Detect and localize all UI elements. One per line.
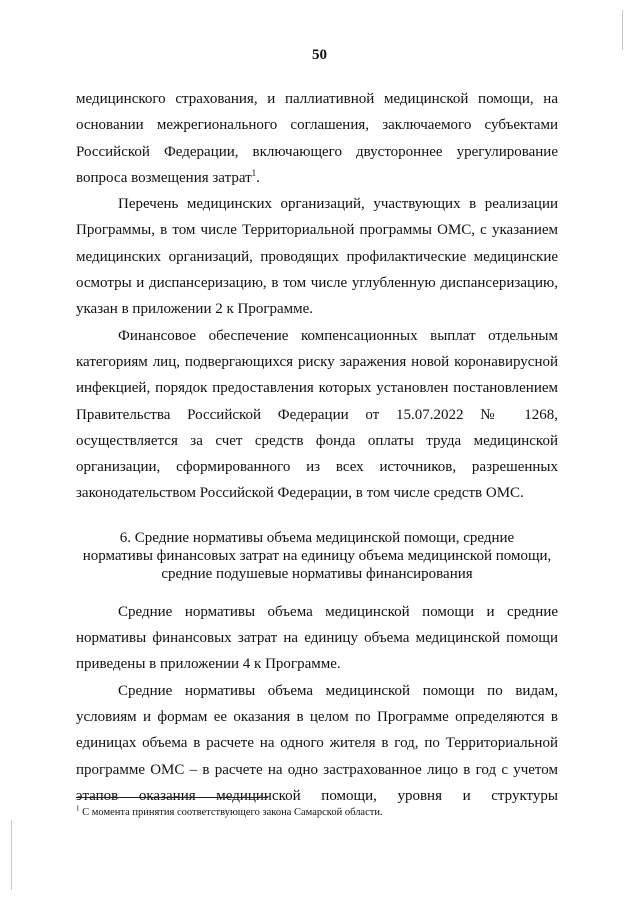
footnote-reference[interactable]: 1 — [251, 167, 257, 178]
paragraph-text: медицинского страхования, и паллиативной медицинской помощи, на основании межрегионального соглашения, заключаемого субъектами Российской Федерации, включающего двустороннее урегулирование вопроса возмещения затрат — [76, 91, 558, 186]
section-heading-line: нормативы финансовых затрат на единицу объема медицинской помощи, — [82, 547, 552, 564]
paragraph-compensation-payments: Финансовое обеспечение компенсационных выплат отдельным категориям лиц, подвергающихся риску заражения новой коронавирусной инфекцией, порядок предоставления которых установлен постановлением Правительства Российской Федерации от 15.07.2022 № 1268, осуществляется за счет средств фонда оплаты труда медицинской организации, сформированного из всех источников, разрешенных законодательством Российской Федерации, в том числе средств ОМС. — [76, 327, 558, 502]
paragraph-volume-standards: Средние нормативы объема медицинской помощи по видам, условиям и формам ее оказания в целом по Программе определяются в единицах объема в расчете на одного жителя в год, по Территориальной программе ОМС – в расчете на одно застрахованное лицо в год с учетом этапов оказания медицинской помощи, уровня и структуры — [76, 682, 558, 804]
paragraph-end-punctuation: . — [256, 169, 260, 186]
footnote-text: С момента принятия соответствующего закона Самарской области. — [79, 807, 383, 818]
footnote-marker: 1 — [76, 804, 80, 813]
paragraph-average-standards: Средние нормативы объема медицинской помощи и средние нормативы финансовых затрат на единицу объема медицинской помощи приведены в приложении 4 к Программе. — [76, 603, 558, 673]
scan-edge-mark — [622, 10, 623, 50]
section-heading-line: 6. Средние нормативы объема медицинской помощи, средние — [119, 529, 515, 546]
section-heading-line: средние подушевые нормативы финансирования — [161, 565, 473, 582]
footnote-separator — [76, 797, 268, 798]
scan-edge-mark — [11, 820, 12, 890]
paragraph-medical-organizations: Перечень медицинских организаций, участвующих в реализации Программы, в том числе Территориальной программы ОМС, с указанием медицинских организаций, проводящих профилактические медицинские осмотры и диспансеризацию, в том числе углубленную диспансеризацию, указан в приложении 2 к Программе. — [76, 196, 558, 318]
paragraph-continuation — [76, 86, 558, 191]
section-heading — [76, 529, 558, 583]
footnote — [76, 806, 383, 819]
page-number: 50 — [312, 47, 327, 63]
body-text — [76, 86, 558, 809]
